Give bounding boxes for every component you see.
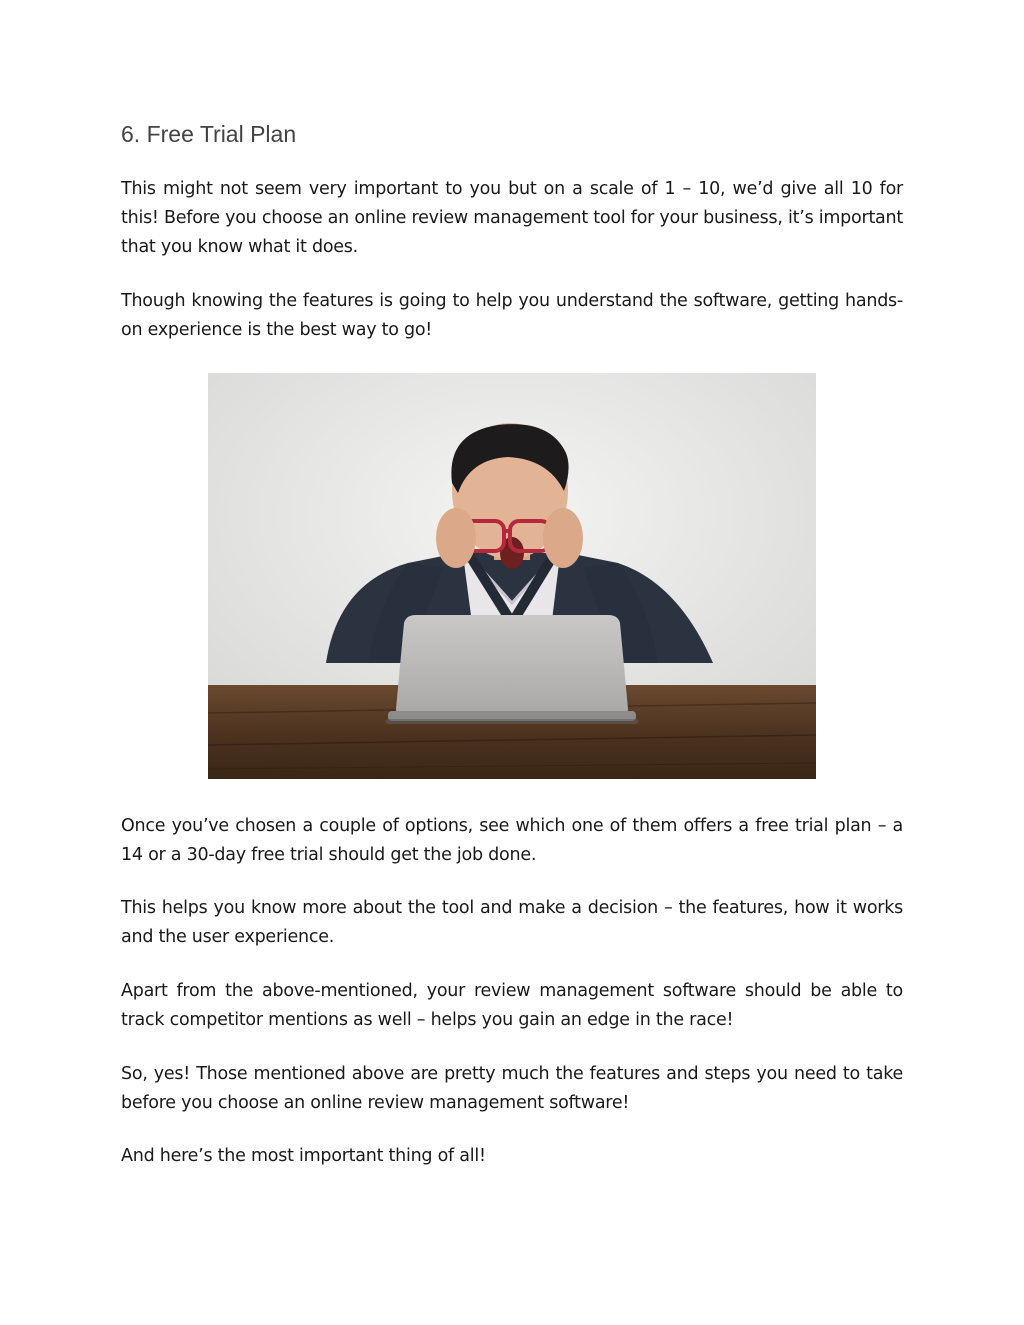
paragraph-closing: And here’s the most important thing of all! [121,1146,486,1166]
paragraph-competitor-mentions: Apart from the above-mentioned, your review management software should be able to track competitor mentions as well – helps you gain an edge in the race! [121,981,903,1030]
paragraph-summary: So, yes! Those mentioned above are pretty much the features and steps you need to take before you choose an online review management software! [121,1064,903,1113]
paragraph-free-trial-options: Once you’ve chosen a couple of options, see which one of them offers a free trial plan – a 14 or a 30-day free trial should get the job done. [121,816,903,865]
paragraph-decision: This helps you know more about the tool and make a decision – the features, how it works and the user experience. [121,898,903,947]
paragraph-hands-on: Though knowing the features is going to help you understand the software, getting hands-on experience is the best way to go! [121,291,903,340]
section-heading: 6. Free Trial Plan [121,121,297,147]
paragraph-importance: This might not seem very important to you but on a scale of 1 – 10, we’d give all 10 for this! Before you choose an online review management tool for your business, it’s important that you know what it does. [121,179,903,257]
surprised-man-laptop-photo [208,373,816,779]
